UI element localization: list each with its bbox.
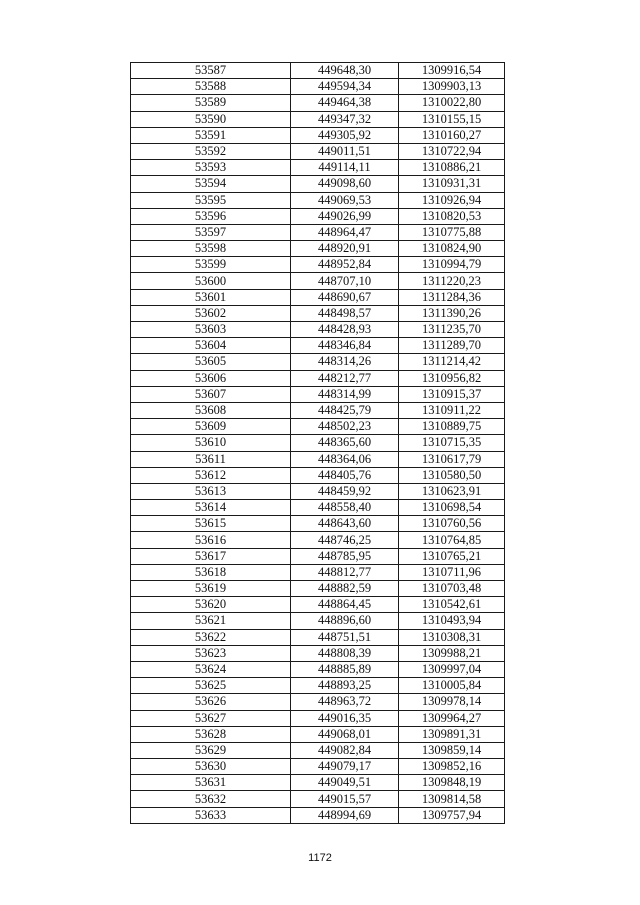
y-coordinate-cell: 1310926,94 (399, 192, 505, 208)
y-coordinate-cell: 1310155,15 (399, 111, 505, 127)
y-coordinate-cell: 1309964,27 (399, 710, 505, 726)
table-row (131, 111, 505, 127)
table-row (131, 386, 505, 402)
table-row (131, 775, 505, 791)
point-id-cell: 53622 (131, 629, 291, 645)
y-coordinate-cell: 1311235,70 (399, 322, 505, 338)
point-id-cell: 53587 (131, 63, 291, 79)
x-coordinate-cell: 448314,99 (291, 386, 399, 402)
table-row (131, 419, 505, 435)
point-id-cell: 53631 (131, 775, 291, 791)
y-coordinate-cell: 1309978,14 (399, 694, 505, 710)
table-row (131, 661, 505, 677)
x-coordinate-cell: 448785,95 (291, 548, 399, 564)
x-coordinate-cell: 448314,26 (291, 354, 399, 370)
y-coordinate-cell: 1309916,54 (399, 63, 505, 79)
table-row (131, 257, 505, 273)
point-id-cell: 53604 (131, 338, 291, 354)
x-coordinate-cell: 448364,06 (291, 451, 399, 467)
table-row (131, 710, 505, 726)
point-id-cell: 53627 (131, 710, 291, 726)
y-coordinate-cell: 1310542,61 (399, 597, 505, 613)
x-coordinate-cell: 448459,92 (291, 483, 399, 499)
y-coordinate-cell: 1309859,14 (399, 742, 505, 758)
point-id-cell: 53626 (131, 694, 291, 710)
point-id-cell: 53597 (131, 224, 291, 240)
y-coordinate-cell: 1309891,31 (399, 726, 505, 742)
y-coordinate-cell: 1310931,31 (399, 176, 505, 192)
table-row (131, 500, 505, 516)
point-id-cell: 53593 (131, 160, 291, 176)
point-id-cell: 53633 (131, 807, 291, 823)
table-row (131, 224, 505, 240)
x-coordinate-cell: 448428,93 (291, 322, 399, 338)
x-coordinate-cell: 449114,11 (291, 160, 399, 176)
table-row (131, 338, 505, 354)
x-coordinate-cell: 448882,59 (291, 581, 399, 597)
x-coordinate-cell: 449082,84 (291, 742, 399, 758)
y-coordinate-cell: 1309757,94 (399, 807, 505, 823)
x-coordinate-cell: 448212,77 (291, 370, 399, 386)
x-coordinate-cell: 449016,35 (291, 710, 399, 726)
x-coordinate-cell: 449594,34 (291, 79, 399, 95)
table-row (131, 629, 505, 645)
coordinates-table-body (131, 63, 505, 824)
x-coordinate-cell: 448964,47 (291, 224, 399, 240)
x-coordinate-cell: 448896,60 (291, 613, 399, 629)
y-coordinate-cell: 1309848,19 (399, 775, 505, 791)
y-coordinate-cell: 1310580,50 (399, 467, 505, 483)
point-id-cell: 53599 (131, 257, 291, 273)
page-number: 1172 (308, 852, 332, 864)
table-row (131, 127, 505, 143)
point-id-cell: 53612 (131, 467, 291, 483)
y-coordinate-cell: 1310005,84 (399, 678, 505, 694)
x-coordinate-cell: 449015,57 (291, 791, 399, 807)
x-coordinate-cell: 448920,91 (291, 241, 399, 257)
point-id-cell: 53629 (131, 742, 291, 758)
point-id-cell: 53623 (131, 645, 291, 661)
y-coordinate-cell: 1310493,94 (399, 613, 505, 629)
table-row (131, 160, 505, 176)
x-coordinate-cell: 449464,38 (291, 95, 399, 111)
x-coordinate-cell: 448346,84 (291, 338, 399, 354)
y-coordinate-cell: 1310824,90 (399, 241, 505, 257)
x-coordinate-cell: 449098,60 (291, 176, 399, 192)
point-id-cell: 53618 (131, 564, 291, 580)
table-row (131, 581, 505, 597)
table-row (131, 791, 505, 807)
table-row (131, 597, 505, 613)
y-coordinate-cell: 1310915,37 (399, 386, 505, 402)
y-coordinate-cell: 1309814,58 (399, 791, 505, 807)
table-row (131, 742, 505, 758)
point-id-cell: 53625 (131, 678, 291, 694)
point-id-cell: 53596 (131, 208, 291, 224)
point-id-cell: 53589 (131, 95, 291, 111)
y-coordinate-cell: 1310765,21 (399, 548, 505, 564)
table-row (131, 726, 505, 742)
point-id-cell: 53592 (131, 143, 291, 159)
point-id-cell: 53591 (131, 127, 291, 143)
table-row (131, 516, 505, 532)
table-row (131, 483, 505, 499)
x-coordinate-cell: 448502,23 (291, 419, 399, 435)
table-row (131, 467, 505, 483)
x-coordinate-cell: 449026,99 (291, 208, 399, 224)
x-coordinate-cell: 449648,30 (291, 63, 399, 79)
table-row (131, 548, 505, 564)
point-id-cell: 53598 (131, 241, 291, 257)
table-row (131, 678, 505, 694)
x-coordinate-cell: 448405,76 (291, 467, 399, 483)
table-row (131, 451, 505, 467)
table-row (131, 564, 505, 580)
y-coordinate-cell: 1311390,26 (399, 305, 505, 321)
table-row (131, 759, 505, 775)
table-row (131, 208, 505, 224)
table-row (131, 289, 505, 305)
table-row (131, 79, 505, 95)
y-coordinate-cell: 1310698,54 (399, 500, 505, 516)
table-row (131, 370, 505, 386)
x-coordinate-cell: 449305,92 (291, 127, 399, 143)
x-coordinate-cell: 448893,25 (291, 678, 399, 694)
table-row (131, 241, 505, 257)
table-row (131, 402, 505, 418)
point-id-cell: 53602 (131, 305, 291, 321)
x-coordinate-cell: 449011,51 (291, 143, 399, 159)
coordinates-table (130, 62, 505, 824)
y-coordinate-cell: 1310722,94 (399, 143, 505, 159)
y-coordinate-cell: 1310994,79 (399, 257, 505, 273)
point-id-cell: 53615 (131, 516, 291, 532)
point-id-cell: 53616 (131, 532, 291, 548)
y-coordinate-cell: 1311289,70 (399, 338, 505, 354)
table-row (131, 305, 505, 321)
x-coordinate-cell: 449049,51 (291, 775, 399, 791)
point-id-cell: 53600 (131, 273, 291, 289)
x-coordinate-cell: 448885,89 (291, 661, 399, 677)
point-id-cell: 53614 (131, 500, 291, 516)
point-id-cell: 53613 (131, 483, 291, 499)
table-row (131, 354, 505, 370)
x-coordinate-cell: 448994,69 (291, 807, 399, 823)
point-id-cell: 53607 (131, 386, 291, 402)
point-id-cell: 53609 (131, 419, 291, 435)
table-row (131, 645, 505, 661)
table-row (131, 176, 505, 192)
x-coordinate-cell: 449079,17 (291, 759, 399, 775)
x-coordinate-cell: 448498,57 (291, 305, 399, 321)
y-coordinate-cell: 1310703,48 (399, 581, 505, 597)
point-id-cell: 53632 (131, 791, 291, 807)
point-id-cell: 53601 (131, 289, 291, 305)
y-coordinate-cell: 1310308,31 (399, 629, 505, 645)
y-coordinate-cell: 1310775,88 (399, 224, 505, 240)
y-coordinate-cell: 1310820,53 (399, 208, 505, 224)
point-id-cell: 53617 (131, 548, 291, 564)
y-coordinate-cell: 1310760,56 (399, 516, 505, 532)
x-coordinate-cell: 448707,10 (291, 273, 399, 289)
table-row (131, 322, 505, 338)
point-id-cell: 53595 (131, 192, 291, 208)
x-coordinate-cell: 449069,53 (291, 192, 399, 208)
x-coordinate-cell: 448746,25 (291, 532, 399, 548)
y-coordinate-cell: 1311220,23 (399, 273, 505, 289)
table-row (131, 532, 505, 548)
point-id-cell: 53608 (131, 402, 291, 418)
point-id-cell: 53588 (131, 79, 291, 95)
table-row (131, 613, 505, 629)
table-row (131, 807, 505, 823)
y-coordinate-cell: 1310886,21 (399, 160, 505, 176)
table-row (131, 143, 505, 159)
y-coordinate-cell: 1310911,22 (399, 402, 505, 418)
y-coordinate-cell: 1309997,04 (399, 661, 505, 677)
table-row (131, 63, 505, 79)
x-coordinate-cell: 448808,39 (291, 645, 399, 661)
point-id-cell: 53630 (131, 759, 291, 775)
x-coordinate-cell: 448963,72 (291, 694, 399, 710)
point-id-cell: 53610 (131, 435, 291, 451)
y-coordinate-cell: 1310764,85 (399, 532, 505, 548)
x-coordinate-cell: 448558,40 (291, 500, 399, 516)
x-coordinate-cell: 448365,60 (291, 435, 399, 451)
y-coordinate-cell: 1310022,80 (399, 95, 505, 111)
x-coordinate-cell: 448751,51 (291, 629, 399, 645)
y-coordinate-cell: 1309903,13 (399, 79, 505, 95)
x-coordinate-cell: 448425,79 (291, 402, 399, 418)
x-coordinate-cell: 448643,60 (291, 516, 399, 532)
x-coordinate-cell: 448864,45 (291, 597, 399, 613)
y-coordinate-cell: 1310711,96 (399, 564, 505, 580)
y-coordinate-cell: 1310889,75 (399, 419, 505, 435)
x-coordinate-cell: 449347,32 (291, 111, 399, 127)
point-id-cell: 53620 (131, 597, 291, 613)
table-row (131, 694, 505, 710)
y-coordinate-cell: 1309988,21 (399, 645, 505, 661)
x-coordinate-cell: 448952,84 (291, 257, 399, 273)
y-coordinate-cell: 1311214,42 (399, 354, 505, 370)
point-id-cell: 53624 (131, 661, 291, 677)
table-row (131, 192, 505, 208)
table-row (131, 95, 505, 111)
table-row (131, 273, 505, 289)
y-coordinate-cell: 1310617,79 (399, 451, 505, 467)
y-coordinate-cell: 1310956,82 (399, 370, 505, 386)
point-id-cell: 53605 (131, 354, 291, 370)
point-id-cell: 53594 (131, 176, 291, 192)
point-id-cell: 53603 (131, 322, 291, 338)
y-coordinate-cell: 1310715,35 (399, 435, 505, 451)
x-coordinate-cell: 448812,77 (291, 564, 399, 580)
y-coordinate-cell: 1309852,16 (399, 759, 505, 775)
y-coordinate-cell: 1311284,36 (399, 289, 505, 305)
table-row (131, 435, 505, 451)
point-id-cell: 53621 (131, 613, 291, 629)
point-id-cell: 53606 (131, 370, 291, 386)
x-coordinate-cell: 448690,67 (291, 289, 399, 305)
point-id-cell: 53628 (131, 726, 291, 742)
y-coordinate-cell: 1310160,27 (399, 127, 505, 143)
y-coordinate-cell: 1310623,91 (399, 483, 505, 499)
x-coordinate-cell: 449068,01 (291, 726, 399, 742)
point-id-cell: 53619 (131, 581, 291, 597)
point-id-cell: 53590 (131, 111, 291, 127)
point-id-cell: 53611 (131, 451, 291, 467)
